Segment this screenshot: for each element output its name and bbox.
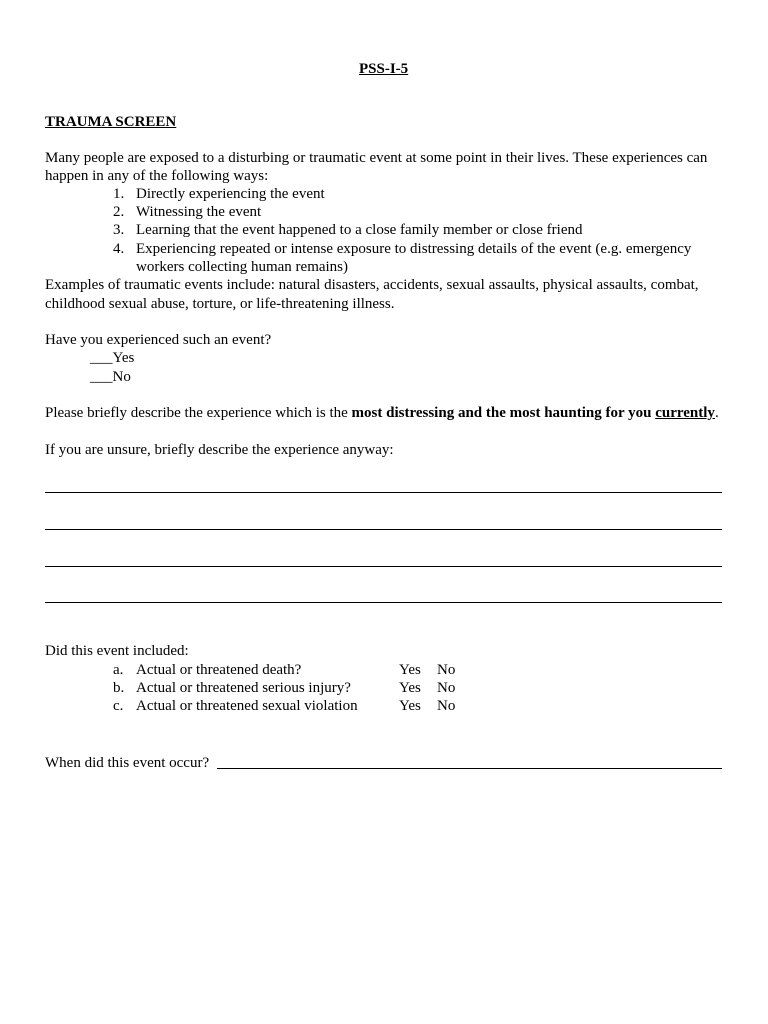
way-text-4-continued: workers collecting human remains) bbox=[136, 259, 349, 275]
included-letter-c: c. bbox=[113, 698, 124, 714]
included-no-c[interactable]: No bbox=[437, 698, 456, 714]
describe-suffix: . bbox=[714, 405, 719, 421]
describe-currently: currently bbox=[655, 405, 715, 421]
included-text-a: Actual or threatened death? bbox=[136, 662, 302, 678]
examples-text-line2: childhood sexual abuse, torture, or life-threatening illness. bbox=[45, 296, 395, 312]
option-no[interactable]: ___No bbox=[90, 369, 131, 385]
way-number-3: 3. bbox=[113, 222, 125, 238]
answer-line-1[interactable] bbox=[45, 492, 722, 493]
when-question: When did this event occur? bbox=[45, 755, 210, 771]
way-text-2: Witnessing the event bbox=[136, 204, 262, 220]
experienced-question: Have you experienced such an event? bbox=[45, 332, 272, 348]
answer-line-4[interactable] bbox=[45, 602, 722, 603]
option-yes[interactable]: ___Yes bbox=[90, 350, 135, 366]
included-no-b[interactable]: No bbox=[437, 680, 456, 696]
examples-text-line1: Examples of traumatic events include: natural disasters, accidents, sexual assaults, physical assaults, combat, bbox=[45, 277, 699, 293]
describe-bold: most distressing and the most haunting for you bbox=[351, 405, 656, 421]
way-text-4: Experiencing repeated or intense exposure to distressing details of the event (e.g. emergency bbox=[136, 241, 692, 257]
answer-line-2[interactable] bbox=[45, 529, 722, 530]
section-heading: TRAUMA SCREEN bbox=[45, 114, 177, 130]
included-letter-a: a. bbox=[113, 662, 124, 678]
when-answer-line[interactable] bbox=[217, 768, 722, 769]
included-text-b: Actual or threatened serious injury? bbox=[136, 680, 351, 696]
answer-line-3[interactable] bbox=[45, 566, 722, 567]
included-yes-c[interactable]: Yes bbox=[399, 698, 421, 714]
page-title: PSS-I-5 bbox=[359, 61, 409, 77]
way-number-4: 4. bbox=[113, 241, 125, 257]
included-letter-b: b. bbox=[113, 680, 125, 696]
intro-text-line1: Many people are exposed to a disturbing or traumatic event at some point in their lives. These experiences can bbox=[45, 150, 708, 166]
way-text-3: Learning that the event happened to a close family member or close friend bbox=[136, 222, 583, 238]
way-text-1: Directly experiencing the event bbox=[136, 186, 325, 202]
included-yes-b[interactable]: Yes bbox=[399, 680, 421, 696]
unsure-instruction: If you are unsure, briefly describe the experience anyway: bbox=[45, 442, 394, 458]
included-no-a[interactable]: No bbox=[437, 662, 456, 678]
included-question: Did this event included: bbox=[45, 643, 189, 659]
way-number-2: 2. bbox=[113, 204, 125, 220]
way-number-1: 1. bbox=[113, 186, 125, 202]
included-yes-a[interactable]: Yes bbox=[399, 662, 421, 678]
describe-instruction bbox=[45, 404, 719, 422]
intro-text-line2: happen in any of the following ways: bbox=[45, 168, 269, 184]
describe-prefix: Please briefly describe the experience which is the bbox=[45, 405, 352, 421]
included-text-c: Actual or threatened sexual violation bbox=[136, 698, 358, 714]
